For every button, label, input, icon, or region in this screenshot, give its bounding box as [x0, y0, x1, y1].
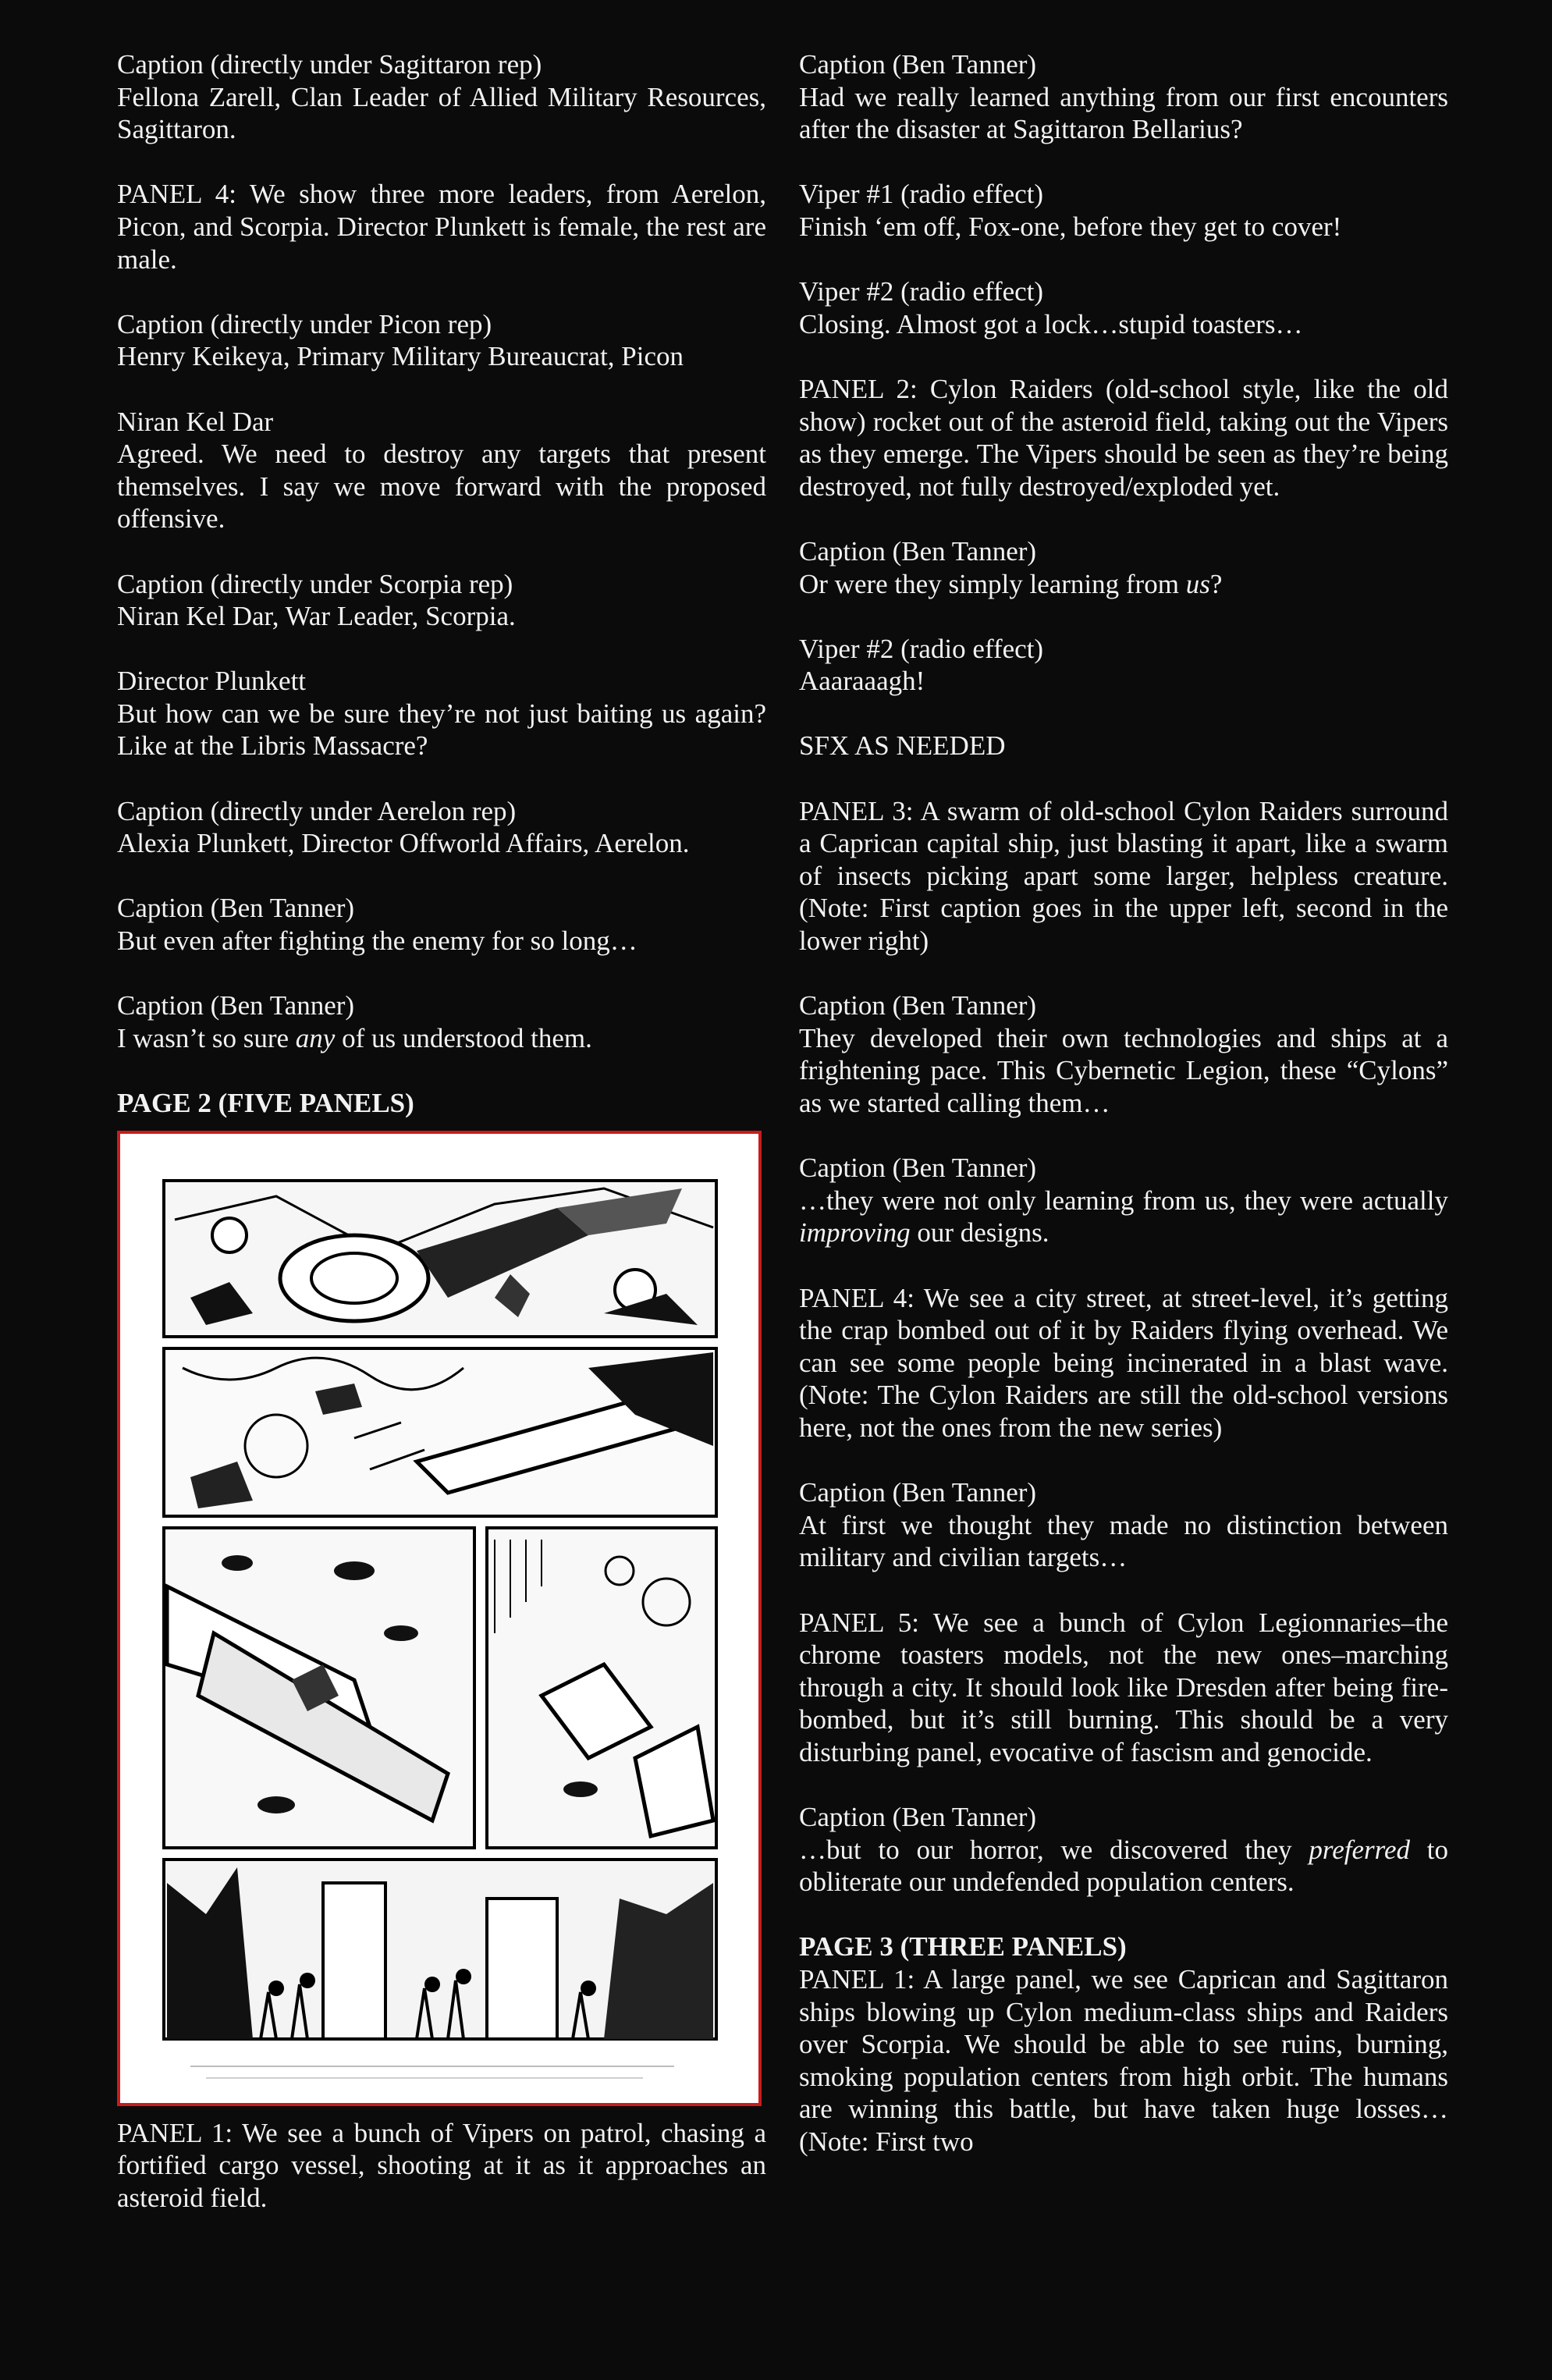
sfx-text: SFX AS NEEDED — [799, 730, 1006, 762]
dialogue-line: At first we thought they made no distinction between military and civilian targets… — [799, 1509, 1448, 1573]
script-block — [799, 633, 1448, 698]
script-block — [799, 178, 1448, 243]
script-block — [117, 892, 766, 957]
script-block — [799, 275, 1448, 340]
panel-description — [799, 1963, 1448, 2158]
script-block — [117, 308, 766, 373]
speaker-label: Caption (Ben Tanner) — [117, 990, 355, 1021]
dialogue-text: Or were they simply learning from — [799, 568, 1186, 599]
dialogue-text: our designs. — [910, 1217, 1049, 1249]
dialogue-line — [117, 1022, 766, 1055]
emphasis-text: preferred — [1309, 1834, 1411, 1865]
emphasis-text: any — [295, 1022, 336, 1053]
panel-text: PANEL 1: We see a bunch of Vipers on patrol, chasing a fortified cargo vessel, shooting at it as it approaches an asteroid field. — [117, 2117, 766, 2213]
script-block — [117, 795, 766, 860]
speaker-label: Viper #2 (radio effect) — [799, 633, 1044, 664]
comic-page-art — [120, 1134, 758, 2103]
script-block — [799, 48, 1448, 146]
dialogue-line — [799, 1185, 1448, 1249]
panel-text: PANEL 4: We show three more leaders, from Aerelon, Picon, and Scorpia. Director Plunkett is female, the rest are male. — [117, 179, 766, 275]
script-block — [117, 665, 766, 762]
speaker-label: Caption (Ben Tanner) — [799, 535, 1037, 567]
dialogue-text: …but to our horror, we discovered they — [799, 1834, 1309, 1865]
art-panel-5 — [164, 1860, 716, 2039]
dialogue-line: Closing. Almost got a lock…stupid toasters… — [799, 308, 1303, 339]
script-block — [799, 1801, 1448, 1899]
script-block — [799, 989, 1448, 1119]
right-column — [799, 48, 1448, 2158]
dialogue-line — [799, 568, 1448, 601]
dialogue-line: But even after fighting the enemy for so long… — [117, 925, 637, 957]
speaker-label: Caption (Ben Tanner) — [799, 1477, 1037, 1508]
script-block — [799, 1476, 1448, 1574]
panel-description — [799, 373, 1448, 503]
script-block — [799, 535, 1448, 600]
dialogue-text: of us understood them. — [335, 1022, 592, 1053]
emphasis-text: us — [1185, 568, 1210, 599]
speaker-label: Caption (directly under Scorpia rep) — [117, 568, 513, 599]
left-column — [117, 48, 766, 2247]
speaker-label: Caption (Ben Tanner) — [799, 1802, 1037, 1833]
page-2-artwork-thumbnail — [117, 1131, 762, 2106]
panel-text: PANEL 2: Cylon Raiders (old-school style, like the old show) rocket out of the asteroid field, taking out the Vipers as they emerge. The Vipers should be seen as they’re being destroyed, not fully destroyed/exploded yet. — [799, 373, 1448, 502]
speaker-label: Caption (directly under Picon rep) — [117, 308, 492, 339]
speaker-label: Niran Kel Dar — [117, 406, 274, 437]
panel-description — [117, 178, 766, 275]
panel-text: PANEL 4: We see a city street, at street-level, it’s getting the crap bombed out of it by Raiders flying overhead. We can see some people being incinerated in a blast wave. (Note: The Cylon Raiders are still the old-school versions here, not the ones from the new series) — [799, 1282, 1448, 1443]
dialogue-line: Agreed. We need to destroy any targets that present themselves. I say we move forward with the proposed offensive. — [117, 439, 766, 535]
script-block — [117, 989, 766, 1054]
panel-text: PANEL 3: A swarm of old-school Cylon Raiders surround a Caprican capital ship, just blasting it apart, like a swarm of insects picking apart some larger, helpless creature. (Note: First caption goes in the upper left, second in the lower right) — [799, 795, 1448, 957]
speaker-label: Caption (Ben Tanner) — [799, 1153, 1037, 1184]
dialogue-line: Alexia Plunkett, Director Offworld Affairs, Aerelon. — [117, 828, 690, 859]
panel-description — [799, 1282, 1448, 1444]
dialogue-text: ? — [1209, 568, 1223, 599]
art-panel-1 — [164, 1181, 716, 1337]
dialogue-line — [799, 1834, 1448, 1899]
script-block — [799, 1152, 1448, 1249]
speaker-label: Caption (Ben Tanner) — [799, 990, 1037, 1021]
panel-text: PANEL 5: We see a bunch of Cylon Legionnaries–the chrome toasters models, not the new ones–marching through a city. It should look like Dresden after being fire-bombed, but it’s still burning. This should be a very disturbing panel, evocative of fascism and genocide. — [799, 1607, 1448, 1767]
dialogue-line: They developed their own technologies and ships at a frightening pace. This Cybernetic Legion, these “Cylons” as we started calling them… — [799, 1022, 1448, 1118]
dialogue-text: …they were not only learning from us, they were actually — [799, 1185, 1448, 1216]
speaker-label: Caption (directly under Sagittaron rep) — [117, 49, 542, 80]
dialogue-line: Niran Kel Dar, War Leader, Scorpia. — [117, 601, 516, 632]
panel-description — [117, 2117, 766, 2215]
dialogue-line: Finish ‘em off, Fox-one, before they get to cover! — [799, 211, 1342, 242]
art-panel-4 — [487, 1528, 716, 1848]
panel-description — [799, 795, 1448, 957]
page-heading: PAGE 2 (FIVE PANELS) — [117, 1088, 414, 1118]
dialogue-line: Had we really learned anything from our first encounters after the disaster at Sagittaron Bellarius? — [799, 81, 1448, 145]
page-heading: PAGE 3 (THREE PANELS) — [799, 1931, 1127, 1963]
panel-description — [799, 1607, 1448, 1769]
script-block — [117, 406, 766, 535]
speaker-label: Caption (Ben Tanner) — [799, 49, 1037, 80]
panel-text: PANEL 1: A large panel, we see Caprican and Sagittaron ships blowing up Cylon medium-class ships and Raiders over Scorpia. We should be able to see ruins, burning, smoking population centers from high orbit. The humans are winning this battle, but have taken huge losses… (Note: First two — [799, 1964, 1448, 2157]
speaker-label: Director Plunkett — [117, 666, 307, 697]
script-block — [117, 568, 766, 633]
sfx-note — [799, 730, 1448, 762]
dialogue-line: Aaaraaagh! — [799, 666, 925, 697]
dialogue-text: I wasn’t so sure — [117, 1022, 296, 1053]
art-panel-3 — [164, 1528, 474, 1848]
speaker-label: Viper #2 (radio effect) — [799, 276, 1044, 307]
dialogue-text: to obliterate our undefended population centers. — [799, 1834, 1448, 1898]
speaker-label: Viper #1 (radio effect) — [799, 179, 1044, 210]
speaker-label: Caption (directly under Aerelon rep) — [117, 795, 517, 826]
dialogue-line: Fellona Zarell, Clan Leader of Allied Military Resources, Sagittaron. — [117, 81, 766, 145]
art-panel-2 — [164, 1348, 716, 1516]
emphasis-text: improving — [799, 1217, 911, 1249]
script-block — [117, 48, 766, 146]
dialogue-line: But how can we be sure they’re not just baiting us again? Like at the Libris Massacre? — [117, 698, 766, 762]
dialogue-line: Henry Keikeya, Primary Military Bureaucrat, Picon — [117, 341, 684, 372]
speaker-label: Caption (Ben Tanner) — [117, 893, 355, 924]
